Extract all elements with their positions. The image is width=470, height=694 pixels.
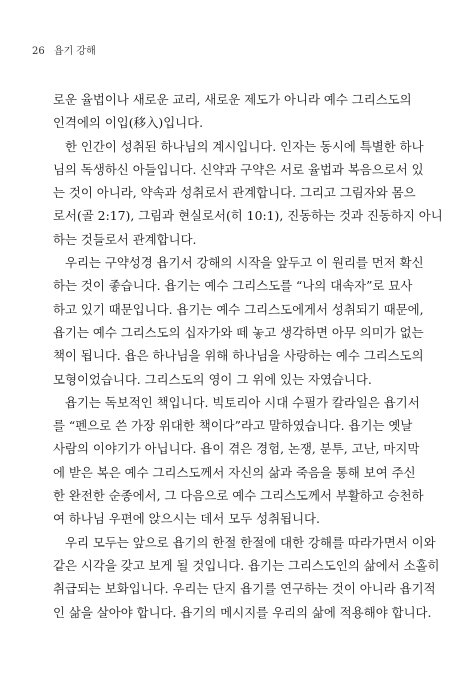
book-title: 욥기 강해 <box>53 46 96 57</box>
text-line: 인격에의 이입(移入)입니다. <box>53 115 204 131</box>
text-line: 인 삶을 살아야 합니다. 욥기의 메시지를 우리의 삶에 적용해야 합니다. <box>53 604 432 620</box>
text-line: 하는 것이 좋습니다. 욥기는 예수 그리스도를 “나의 대속자”로 묘사 <box>53 278 413 294</box>
text-line: 로서(골 2:17), 그림과 현실로서(히 10:1), 진동하는 것과 진동하지 아니 <box>53 208 443 224</box>
text-line: 책이 됩니다. 욥은 하나님을 위해 하나님을 사랑하는 예수 그리스도의 <box>53 348 424 364</box>
text-line: 욥기는 독보적인 책입니다. 빅토리아 시대 수필가 칼라일은 욥기서 <box>65 394 420 410</box>
text-line: 하는 것들로서 관계합니다. <box>53 231 197 247</box>
text-line: 우리 모두는 앞으로 욥기의 한절 한절에 대한 강해를 따라가면서 이와 <box>65 534 436 550</box>
running-header <box>32 42 96 57</box>
text-line: 님의 독생하신 아들입니다. 신약과 구약은 서로 율법과 복음으로서 있 <box>53 161 424 177</box>
text-line: 우리는 구약성경 욥기서 강해의 시작을 앞두고 이 원리를 먼저 확신 <box>65 255 424 271</box>
text-line: 모형이었습니다. 그리스도의 영이 그 위에 있는 자였습니다. <box>53 371 372 387</box>
text-line: 한 완전한 순종에서, 그 다음으로 예수 그리스도께서 부활하고 승천하 <box>53 488 424 504</box>
body-text <box>53 88 448 624</box>
text-line: 여 하나님 우편에 앉으시는 데서 모두 성취됩니다. <box>53 511 320 527</box>
text-line: 로운 율법이나 새로운 교리, 새로운 제도가 아니라 예수 그리스도의 <box>53 92 412 107</box>
text-line: 사람의 이야기가 아닙니다. 욥이 겪은 경험, 논쟁, 분투, 고난, 마지막 <box>53 441 420 457</box>
text-line: 에 받은 복은 예수 그리스도께서 자신의 삶과 죽음을 통해 보여 주신 <box>53 464 416 480</box>
text-line: 는 것이 아니라, 약속과 성취로서 관계합니다. 그리고 그림자와 몸으 <box>53 185 416 201</box>
page-number: 26 <box>32 46 45 57</box>
text-line: 욥기는 예수 그리스도의 십자가와 떼 놓고 생각하면 아무 의미가 없는 <box>53 324 424 340</box>
text-line: 취급되는 보화입니다. 우리는 단지 욥기를 연구하는 것이 아니라 욥기적 <box>53 581 436 597</box>
text-line: 한 인간이 성취된 하나님의 계시입니다. 인자는 동시에 특별한 하나 <box>65 138 424 154</box>
text-line: 를 “펜으로 쓴 가장 위대한 책이다”라고 말하였습니다. 욥기는 옛날 <box>53 418 413 434</box>
text-line: 하고 있기 때문입니다. 욥기는 예수 그리스도에게서 성취되기 때문에, <box>53 301 424 317</box>
text-line: 같은 시각을 갖고 보게 될 것입니다. 욥기는 그리스도인의 삶에서 소홀히 <box>53 557 440 573</box>
